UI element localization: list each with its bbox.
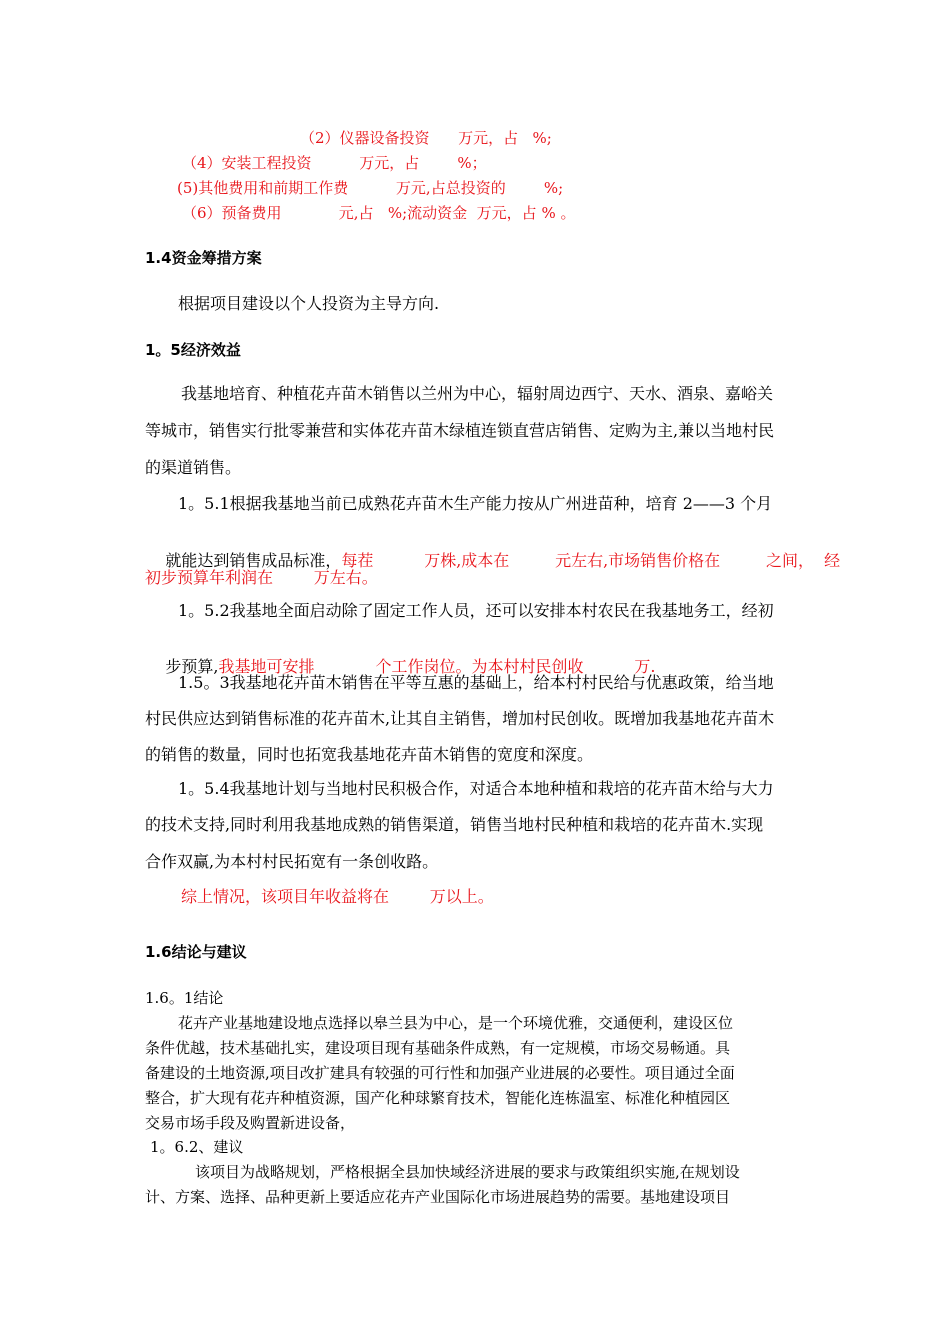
highlighted-text: 我基地可安排 个工作岗位。为本村村民创收 万. [218,657,656,676]
invest-line-6: （6）预备费用 元,占 %;流动资金 万元，占 % 。 [182,204,576,222]
section-heading-1-6: 1.6结论与建议 [145,943,247,961]
section-1-4-text: 根据项目建设以个人投资为主导方向. [178,294,440,313]
paragraph-line: 花卉产业基地建设地点选择以皋兰县为中心，是一个环境优雅，交通便利，建设区位 [178,1014,734,1032]
paragraph-line: 备建设的土地资源,项目改扩建具有较强的可行性和加强产业进展的必要性。项目通过全面 [145,1064,735,1082]
paragraph-line: 的技术支持,同时利用我基地成熟的销售渠道，销售当地村民种植和栽培的花卉苗木.实现 [145,815,764,834]
summary-line: 综上情况，该项目年收益将在 万以上。 [181,887,494,906]
invest-line-5: (5)其他费用和前期工作费 万元,占总投资的 %; [177,179,564,197]
paragraph-line: 交易市场手段及购置新进设备， [145,1114,356,1132]
subheading-conclusion: 1.6。1结论 [145,989,224,1007]
paragraph-line: 整合，扩大现有花卉种植资源，国产化种球繁育技术，智能化连栋温室、标准化种植园区 [145,1089,731,1107]
paragraph-line: 的销售的数量，同时也拓宽我基地花卉苗木销售的宽度和深度。 [145,745,594,764]
highlighted-line: 初步预算年利润在 万左右。 [145,568,378,587]
invest-line-2: （2）仪器设备投资 万元，占 %; [300,129,552,147]
paragraph-line: 1。5.2我基地全面启动除了固定工作人员，还可以安排本村农民在我基地务工，经初 [178,601,774,620]
paragraph-line: 1。5.1根据我基地当前已成熟花卉苗木生产能力按从广州进苗种，培育 2——3 个月 [178,494,773,513]
invest-line-4: （4）安装工程投资 万元，占 %； [182,154,487,172]
section-heading-1-5: 1。5经济效益 [145,341,241,359]
paragraph-text: 就能达到销售成品标准， [165,551,342,570]
section-heading-1-4: 1.4资金筹措方案 [145,249,262,267]
paragraph-line: 1。5.4我基地计划与当地村民积极合作，对适合本地种植和栽培的花卉苗木给与大力 [178,779,774,798]
paragraph-text: 步预算, [165,657,219,676]
subheading-suggestion: 1。6.2、建议 [150,1138,244,1156]
paragraph-line: 的渠道销售。 [145,458,242,477]
paragraph-line: 该项目为战略规划，严格根据全县加快域经济进展的要求与政策组织实施,在规划设 [195,1163,740,1181]
paragraph-line: 条件优越，技术基础扎实，建设项目现有基础条件成熟，有一定规模，市场交易畅通。具 [145,1039,731,1057]
paragraph-line: 1.5。3我基地花卉苗木销售在平等互惠的基础上，给本村村民给与优惠政策，给当地 [178,673,774,692]
paragraph-line: 我基地培育、种植花卉苗木销售以兰州为中心，辐射周边西宁、天水、酒泉、嘉峪关 [181,384,774,403]
paragraph-line: 合作双赢,为本村村民拓宽有一条创收路。 [145,852,439,871]
paragraph-line: 村民供应达到销售标准的花卉苗木,让其自主销售，增加村民创收。既增加我基地花卉苗木 [145,709,775,728]
highlighted-text: 每茬 万株,成本在 元左右,市场销售价格在 之间， 经 [341,551,841,570]
paragraph-line: 计、方案、选择、品种更新上要适应花卉产业国际化市场进展趋势的需要。基地建设项目 [145,1188,731,1206]
paragraph-line: 等城市，销售实行批零兼营和实体花卉苗木绿植连锁直营店销售、定购为主,兼以当地村民 [145,421,775,440]
